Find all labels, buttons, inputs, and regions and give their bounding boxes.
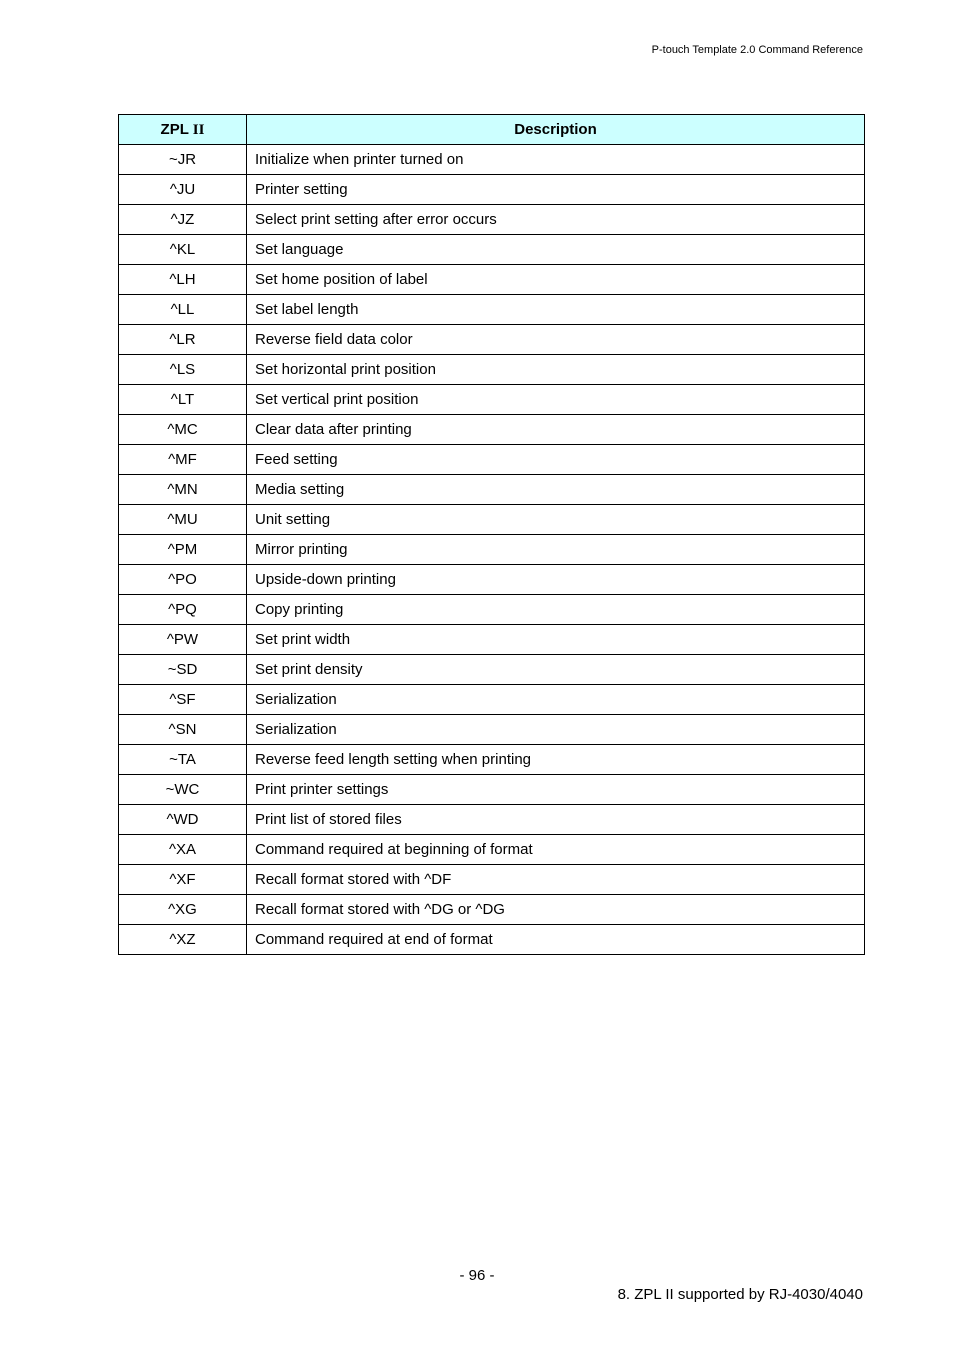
command-code-cell: ^PM [119,535,247,565]
table-row [119,205,865,235]
table-row [119,325,865,355]
table-row [119,595,865,625]
table-row [119,745,865,775]
table-row [119,265,865,295]
command-code-cell: ^XF [119,865,247,895]
command-description-cell: Set print width [247,625,865,655]
command-code-cell: ^WD [119,805,247,835]
command-description-cell: Set print density [247,655,865,685]
command-description-cell: Serialization [247,715,865,745]
command-description-cell: Command required at end of format [247,925,865,955]
command-code-cell: ^MU [119,505,247,535]
command-code-cell: ^LS [119,355,247,385]
command-code-cell: ^PW [119,625,247,655]
command-description-cell: Feed setting [247,445,865,475]
command-description-cell: Upside-down printing [247,565,865,595]
table-row [119,235,865,265]
command-code-cell: ^JU [119,175,247,205]
page-number: - 96 - [459,1267,495,1284]
table-row [119,685,865,715]
table-row [119,475,865,505]
command-description-cell: Set vertical print position [247,385,865,415]
column-header-zpl-prefix: ZPL [160,120,193,138]
command-description-cell: Recall format stored with ^DG or ^DG [247,895,865,925]
command-code-cell: ^LH [119,265,247,295]
command-description-cell: Initialize when printer turned on [247,145,865,175]
command-code-cell: ^SF [119,685,247,715]
table-row [119,355,865,385]
command-code-cell: ~JR [119,145,247,175]
command-code-cell: ^KL [119,235,247,265]
command-description-cell: Set horizontal print position [247,355,865,385]
column-header-zpl-suffix: II [192,121,205,138]
running-footer: 8. ZPL II supported by RJ-4030/4040 [617,1286,863,1303]
running-header: P-touch Template 2.0 Command Reference [651,44,863,56]
command-description-cell: Mirror printing [247,535,865,565]
table-row [119,895,865,925]
table-header [119,115,865,145]
command-description-cell: Clear data after printing [247,415,865,445]
column-header-zpl [119,115,247,145]
command-code-cell: ^SN [119,715,247,745]
command-description-cell: Reverse feed length setting when printing [247,745,865,775]
table-row [119,505,865,535]
command-code-cell: ^XA [119,835,247,865]
command-code-cell: ^XG [119,895,247,925]
table-row [119,295,865,325]
command-code-cell: ^PQ [119,595,247,625]
command-description-cell: Reverse field data color [247,325,865,355]
table-row [119,835,865,865]
table-row [119,535,865,565]
command-code-cell: ^JZ [119,205,247,235]
command-description-cell: Set label length [247,295,865,325]
command-description-cell: Recall format stored with ^DF [247,865,865,895]
table-row [119,145,865,175]
command-code-cell: ^XZ [119,925,247,955]
command-description-cell: Serialization [247,685,865,715]
column-header-description: Description [247,115,865,145]
command-description-cell: Copy printing [247,595,865,625]
table-row [119,655,865,685]
command-code-cell: ^MC [119,415,247,445]
command-description-cell: Select print setting after error occurs [247,205,865,235]
command-code-cell: ^MF [119,445,247,475]
table-header-row [119,115,865,145]
table-row [119,385,865,415]
command-description-cell: Command required at beginning of format [247,835,865,865]
command-code-cell: ~SD [119,655,247,685]
table-row [119,805,865,835]
command-description-cell: Set language [247,235,865,265]
command-code-cell: ^LR [119,325,247,355]
table-row [119,565,865,595]
table-row [119,775,865,805]
command-description-cell: Unit setting [247,505,865,535]
command-code-cell: ^LT [119,385,247,415]
command-description-cell: Media setting [247,475,865,505]
zpl-command-table [118,114,865,955]
command-code-cell: ^MN [119,475,247,505]
command-description-cell: Set home position of label [247,265,865,295]
command-code-cell: ~WC [119,775,247,805]
table-row [119,865,865,895]
table-body [119,145,865,955]
command-description-cell: Print list of stored files [247,805,865,835]
command-code-cell: ^LL [119,295,247,325]
table-row [119,445,865,475]
command-description-cell: Printer setting [247,175,865,205]
command-code-cell: ^PO [119,565,247,595]
table-row [119,415,865,445]
table-row [119,175,865,205]
command-description-cell: Print printer settings [247,775,865,805]
table-row [119,625,865,655]
command-code-cell: ~TA [119,745,247,775]
table-row [119,715,865,745]
table-row [119,925,865,955]
